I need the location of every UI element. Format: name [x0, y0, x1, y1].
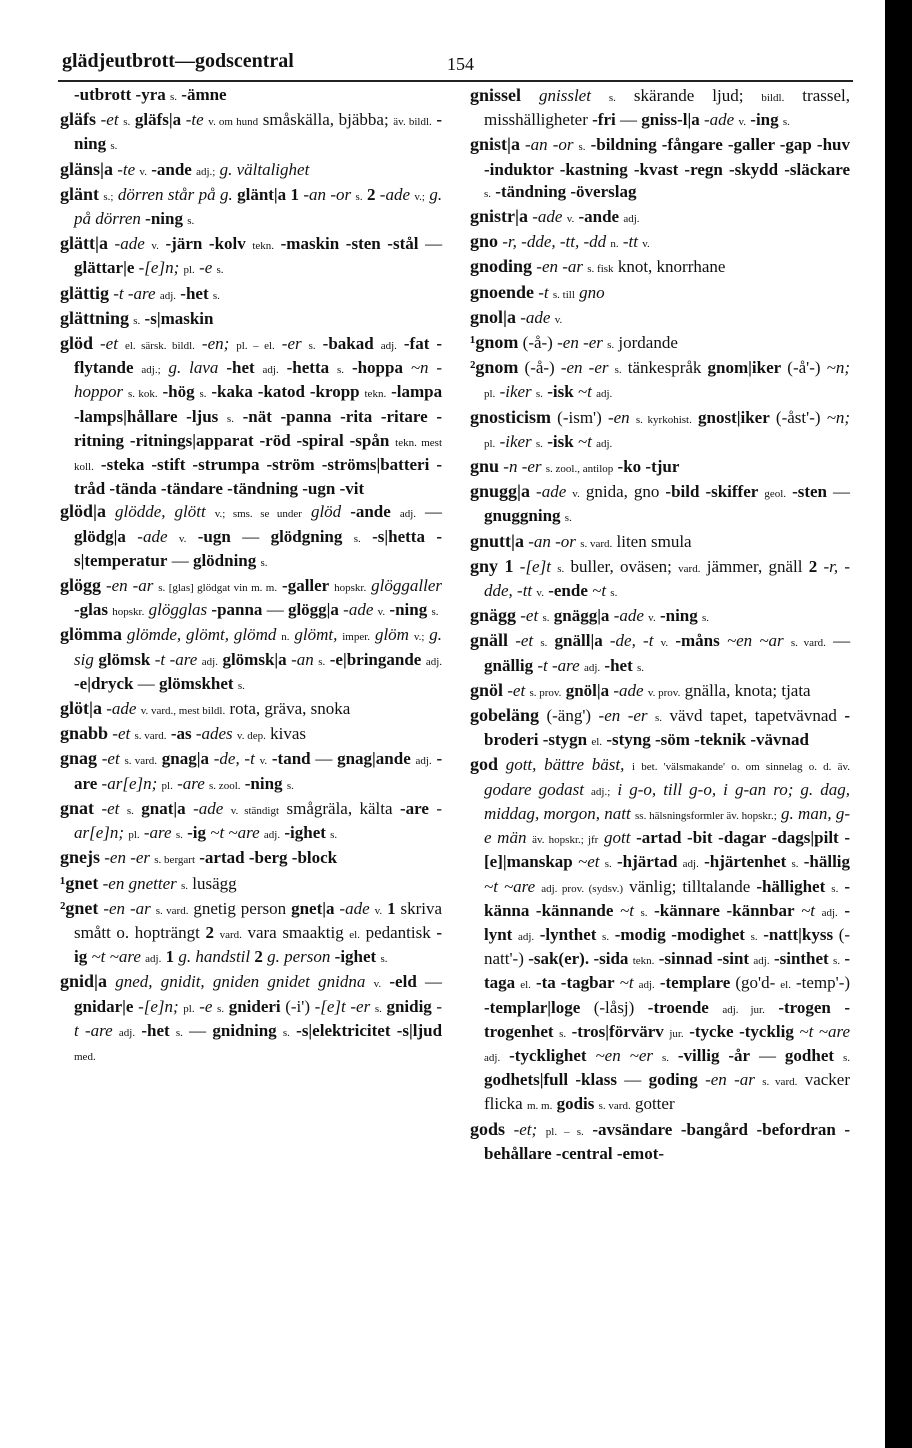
headword: gläns|a	[60, 158, 113, 179]
dictionary-entry	[60, 970, 442, 1068]
headword: gnid|a	[60, 971, 107, 992]
entry-body: (-äng') -en -er s. vävd tapet, tapetvävnad -broderi -stygn el. -styng -söm -teknik -vävnad	[484, 706, 851, 750]
headword: glättig	[60, 282, 109, 303]
entry-body: s. -s|maskin	[133, 308, 214, 328]
entry-body: -an -or s. vard. liten smula	[528, 531, 692, 551]
entry-body: -en gnetter s. lusägg	[102, 873, 237, 893]
headword: gno	[470, 231, 499, 252]
entry-body: -et el. särsk. bildl. -en; pl. – el. -er s. -bakad adj. -fat -flytande adj.; g. lava -het adj. -hetta s. -hoppa ~n -hoppor s. kok. -hög s. -kaka -katod -kropp tekn. -lampa -lamps|hållare -ljus s. -nät -panna -rita -ritare -ritning -ritnings|apparat -röd -spiral -spån tekn. mest koll. -steka -stift -strumpa -ström -ströms|batteri -tråd -tända -tändare -tändning -ugn -vit	[74, 334, 443, 499]
dictionary-entry	[470, 281, 850, 306]
dictionary-entry	[60, 722, 442, 747]
dictionary-entry	[60, 158, 442, 183]
dictionary-entry	[470, 1118, 850, 1165]
headword: glöt|a	[60, 698, 102, 719]
dictionary-entry	[60, 84, 442, 108]
entry-body: glödde, glött v.; sms. se under glöd -ande adj. — glödg|a -ade v. -ugn — glödgning s. -s|hetta -s|temperatur — glödning s.	[74, 502, 443, 570]
right-column	[470, 84, 850, 1165]
entry-body: (-å-) -en -er s. jordande	[522, 333, 678, 353]
dictionary-entry	[470, 704, 850, 753]
headword: gnöl	[470, 679, 504, 700]
left-column	[60, 84, 442, 1068]
dictionary-entry	[470, 604, 850, 629]
headword: glöd|a	[60, 501, 106, 522]
headword: god	[470, 754, 499, 775]
headword: gods	[470, 1118, 506, 1139]
entry-body: -t -are adj. -het s.	[113, 283, 220, 303]
headword: gnägg	[470, 605, 517, 626]
entry-body: -ade v. -ande adj.	[532, 207, 640, 227]
entry-body: -ade v. vard., mest bildl. rota, gräva, snoka	[106, 699, 351, 719]
headword: gnist|a	[470, 134, 520, 155]
dictionary-entry	[470, 480, 850, 529]
entry-body: gott, bättre bäst, i bet. 'välsmakande' o. om sinnelag o. d. äv. godare godast adj.; i g-o, till g-o, i g-an ro; g. dag, middag, morgon, natt ss. hälsningsformler äv. hopskr.; g. man, g-e män äv. hopskr.; jfr gott -artad -bit -dagar -dags|pilt -[e]|manskap ~et s. -hjärtad adj. -hjärtenhet s. -hällig ~t ~are adj. prov. (sydsv.) vänlig; tilltalande -hällighet s. -känna -kännande ~t s. -kännare -kännbar ~t adj. -lynt adj. -lynthet s. -modig -modighet s. -natt|kyss (-natt'-) -sak(er). -sida tekn. -sinnad -sint adj. -sinthet s. -taga el. -ta -tagbar ~t adj. -templare (go'd- el. -temp'-) -templar|loge (-låsj) -troende adj. jur. -trogen -trogenhet s. -tros|förvärv jur. -tycke -tycklig ~t ~are adj. -tycklighet ~en ~er s. -villig -år — godhet s. godhets|full -klass — goding -en -ar s. vard. vacker flicka m. m. godis s. vard. gotter	[484, 755, 851, 1114]
headword: gnejs	[60, 847, 100, 868]
headword: gnäll	[470, 630, 509, 651]
headword: ²gnom	[470, 357, 519, 378]
dictionary-entry	[60, 623, 442, 697]
entry-body: (-ism') -en s. kyrkohist. gnost|iker (-åst'-) ~n; pl. -iker s. -isk ~t adj.	[484, 407, 851, 451]
entry-body: -en -er s. bergart -artad -berg -block	[104, 848, 338, 868]
running-head: glädjeutbrott—godscentral	[62, 50, 294, 72]
entry-body: -et s. gnäll|a -de, -t v. -måns ~en ~ar s. vard. — gnällig -t -are adj. -het s.	[484, 631, 851, 675]
entry-body: -et s. prov. gnöl|a -ade v. prov. gnälla, knota; tjata	[507, 680, 811, 700]
dictionary-entry	[60, 797, 442, 846]
dictionary-entry	[60, 697, 442, 722]
dictionary-entry	[60, 897, 442, 971]
dictionary-entry	[470, 629, 850, 678]
entry-body: -et; pl. – s. -avsändare -bangård -befordran -behållare -central -emot-	[484, 1119, 851, 1163]
scan-border	[885, 0, 912, 1448]
dictionary-entry	[60, 332, 442, 500]
headword: gnissel	[470, 85, 522, 105]
dictionary-entry	[470, 406, 850, 455]
headword: ²gnet	[60, 897, 99, 918]
dictionary-entry	[470, 753, 850, 1117]
entry-body: -et s. vard. -as -ades v. dep. kivas	[112, 724, 306, 744]
dictionary-entry	[470, 555, 850, 604]
headword: gnu	[470, 456, 500, 477]
dictionary-entry	[60, 500, 442, 574]
entry-body: gnisslet s. skärande ljud; bildl. trassel, misshälligheter -fri — gniss-l|a -ade v. -ing s.	[484, 86, 850, 130]
dictionary-entry	[60, 574, 442, 623]
entry-body: s.; dörren står på g. glänt|a 1 -an -or s. 2 -ade v.; g. på dörren -ning s.	[74, 184, 443, 229]
headword: gnugg|a	[470, 481, 530, 502]
dictionary-entry	[60, 307, 442, 332]
headword: gnat	[60, 797, 95, 818]
entry-body: -et s. gnägg|a -ade v. -ning s.	[520, 606, 710, 626]
entry-body: -et s. gläfs|a -te v. om hund småskälla, bjäbba; äv. bildl. -ning s.	[74, 110, 443, 154]
entry-body: -en -ar s. [glas] glödgat vin m. m. -galler hopskr. glöggaller -glas hopskr. glögglas -panna — glögg|a -ade v. -ning s.	[74, 576, 443, 620]
dictionary-entry	[470, 84, 850, 133]
entry-body: -et s. gnat|a -ade v. ständigt smågräla, kälta -are -ar[e]n; pl. -are s. -ig ~t ~are adj. -ighet s.	[74, 798, 443, 843]
entry-body: (-å-) -en -er s. tänkespråk gnom|iker (-å'-) ~n; pl. -iker s. -isk ~t adj.	[484, 358, 851, 402]
entry-body: -[e]t s. buller, oväsen; vard. jämmer, gnäll 2 -r, -dde, -tt v. -ende ~t s.	[484, 556, 851, 601]
entry-body: glömde, glömt, glömd n. glömt, imper. glöm v.; g. sig glömsk -t -are adj. glömsk|a -an s. -e|bringande adj. -e|dryck — glömskhet s.	[74, 625, 443, 693]
headword: ¹gnet	[60, 872, 99, 893]
entry-body: -ade v.	[520, 307, 563, 327]
headword: gläfs	[60, 109, 96, 130]
entry-body: -n -er s. zool., antilop -ko -tjur	[503, 457, 680, 477]
headword: gnoende	[470, 281, 535, 302]
entry-body: -ade v. -järn -kolv tekn. -maskin -sten -stål — glättar|e -[e]n; pl. -e s.	[74, 234, 443, 278]
dictionary-entry	[60, 183, 442, 232]
dictionary-entry	[60, 846, 442, 871]
headword: gobeläng	[470, 705, 540, 726]
dictionary-entry	[470, 356, 850, 405]
dictionary-entry	[470, 255, 850, 280]
dictionary-entry	[60, 232, 442, 281]
entry-body: -te v. -ande adj.; g. vältalighet	[117, 159, 310, 179]
headword: gnabb	[60, 723, 109, 744]
headword: glömma	[60, 624, 122, 645]
headword: ¹gnom	[470, 332, 519, 353]
dictionary-entry	[60, 747, 442, 796]
dictionary-entry	[60, 872, 442, 897]
headword: glänt	[60, 183, 100, 204]
entry-body: -et s. vard. gnag|a -de, -t v. -tand — gnag|ande adj. -are -ar[e]n; pl. -are s. zool. -ning s.	[74, 749, 443, 793]
headword: glättning	[60, 307, 130, 328]
headword: gnoding	[470, 256, 533, 277]
headword: gnol|a	[470, 306, 516, 327]
headword: glöd	[60, 333, 94, 354]
entry-body: -an -or s. -bildning -fångare -galler -gap -huv -induktor -kastning -kvast -regn -skydd -släckare s. -tändning -överslag	[484, 135, 850, 201]
headword: gnutt|a	[470, 530, 524, 551]
headword: gnag	[60, 748, 98, 769]
dictionary-entry	[470, 331, 850, 356]
header-rule	[58, 80, 853, 82]
entry-body: -en -ar s. vard. gnetig person gnet|a -ade v. 1 skriva smått o. hopträngt 2 vard. vara smaaktig el. pedantisk -ig ~t ~are adj. 1 g. handstil 2 g. person -ighet s.	[74, 898, 443, 967]
headword: glätt|a	[60, 233, 108, 254]
entry-body: -utbrott -yra s. -ämne	[74, 85, 227, 104]
dictionary-entry	[470, 133, 850, 205]
dictionary-entry	[470, 530, 850, 555]
dictionary-entry	[470, 679, 850, 704]
entry-body: -ade v. gnida, gno -bild -skiffer geol. -sten — gnuggning s.	[484, 482, 851, 526]
page-number: 154	[447, 54, 474, 74]
entry-body: gned, gnidit, gniden gnidet gnidna v. -eld — gnidar|e -[e]n; pl. -e s. gnideri (-i') -[e]t -er s. gnidig -t -are adj. -het s. — gnidning s. -s|elektricitet -s|ljud med.	[74, 972, 443, 1063]
headword: glögg	[60, 575, 102, 596]
dictionary-entry	[470, 205, 850, 230]
dictionary-entry	[470, 230, 850, 255]
dictionary-entry	[60, 108, 442, 157]
entry-body: -en -ar s. fisk knot, knorrhane	[536, 257, 726, 277]
entry-body: -r, -dde, -tt, -dd n. -tt v.	[502, 232, 650, 252]
dictionary-entry	[470, 306, 850, 331]
dictionary-entry	[470, 455, 850, 480]
headword: gny 1	[470, 555, 514, 576]
entry-body: -t s. till gno	[538, 282, 605, 302]
headword: gnistr|a	[470, 206, 528, 227]
dictionary-entry	[60, 282, 442, 307]
headword: gnosticism	[470, 406, 551, 427]
